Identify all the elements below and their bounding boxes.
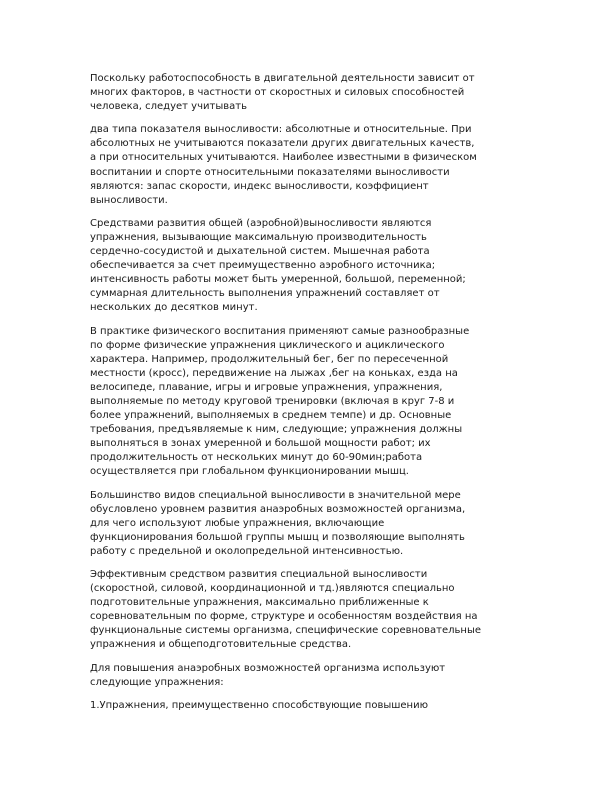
paragraph-aerobic-means: Средствами развития общей (аэробной)выносливости являются упражнения, вызывающие максимальную производительность сердечно-сосудистой и дыхательной систем. Мышечная работа обеспечивается за счет преимущественно аэробного источника; интенсивность работы может быть умеренной, большой, переменной; суммарная длительность выполнения упражнений составляет от нескольких до десятков минут.: [90, 217, 466, 314]
paragraph-exercise-practice: В практике физического воспитания применяют самые разнообразные по форме физические упражнения циклического и ациклического характера. Например, продолжительный бег, бег по пересеченной местности (кросс), передвижение на лыжах ,бег на коньках, езда на велосипеде, плавание, игры и игровые упражнения, упражнения, выполняемые по методу круговой тренировки (включая в круг 7-8 и более упражнений, выполняемых в среднем темпе) и др. Основные требования, предъявляемые к ним, следующие; упражнения должны выполняться в зонах умеренной и большой мощности работ; их продолжительность от нескольких минут до 60-90мин;работа осуществляется при глобальном функционировании мышц.: [90, 325, 470, 478]
paragraph-intro: Поскольку работоспособность в двигательной деятельности зависит от многих факторов, в частности от скоростных и силовых способностей человека, следует учитывать: [90, 73, 475, 113]
paragraph-effective-means: Эффективным средством развития специальной выносливости (скоростной, силовой, координационной и тд.)являются специально подготовительные упражнения, максимально приближенные к соревновательным по форме, структуре и особенностям воздействия на функциональные системы организма, специфические соревновательные упражнения и общеподготовительные средства.: [90, 569, 482, 651]
paragraph-anaerobic-intro: Для повышения анаэробных возможностей организма используют следующие упражнения:: [90, 662, 446, 688]
document-body: [90, 72, 530, 722]
paragraph-endurance-types: два типа показателя выносливости: абсолютные и относительные. При абсолютных не учитываются показатели других двигательных качеств, а при относительных учитываются. Наиболее известными в физическом воспитании и спорте относительными показателями выносливости являются: запас скорости, индекс выносливости, коэффициент выносливости.: [90, 124, 477, 206]
paragraph-list-item-1: 1.Упражнения, преимущественно способствующие повышению: [90, 699, 429, 711]
paragraph-special-endurance: Большинство видов специальной выносливости в значительной мере обусловлено уровнем развития анаэробных возможностей организма, для чего используют любые упражнения, включающие функционирования большой группы мышц и позволяющие выполнять работу с предельной и околопредельной интенсивностью.: [90, 489, 466, 557]
